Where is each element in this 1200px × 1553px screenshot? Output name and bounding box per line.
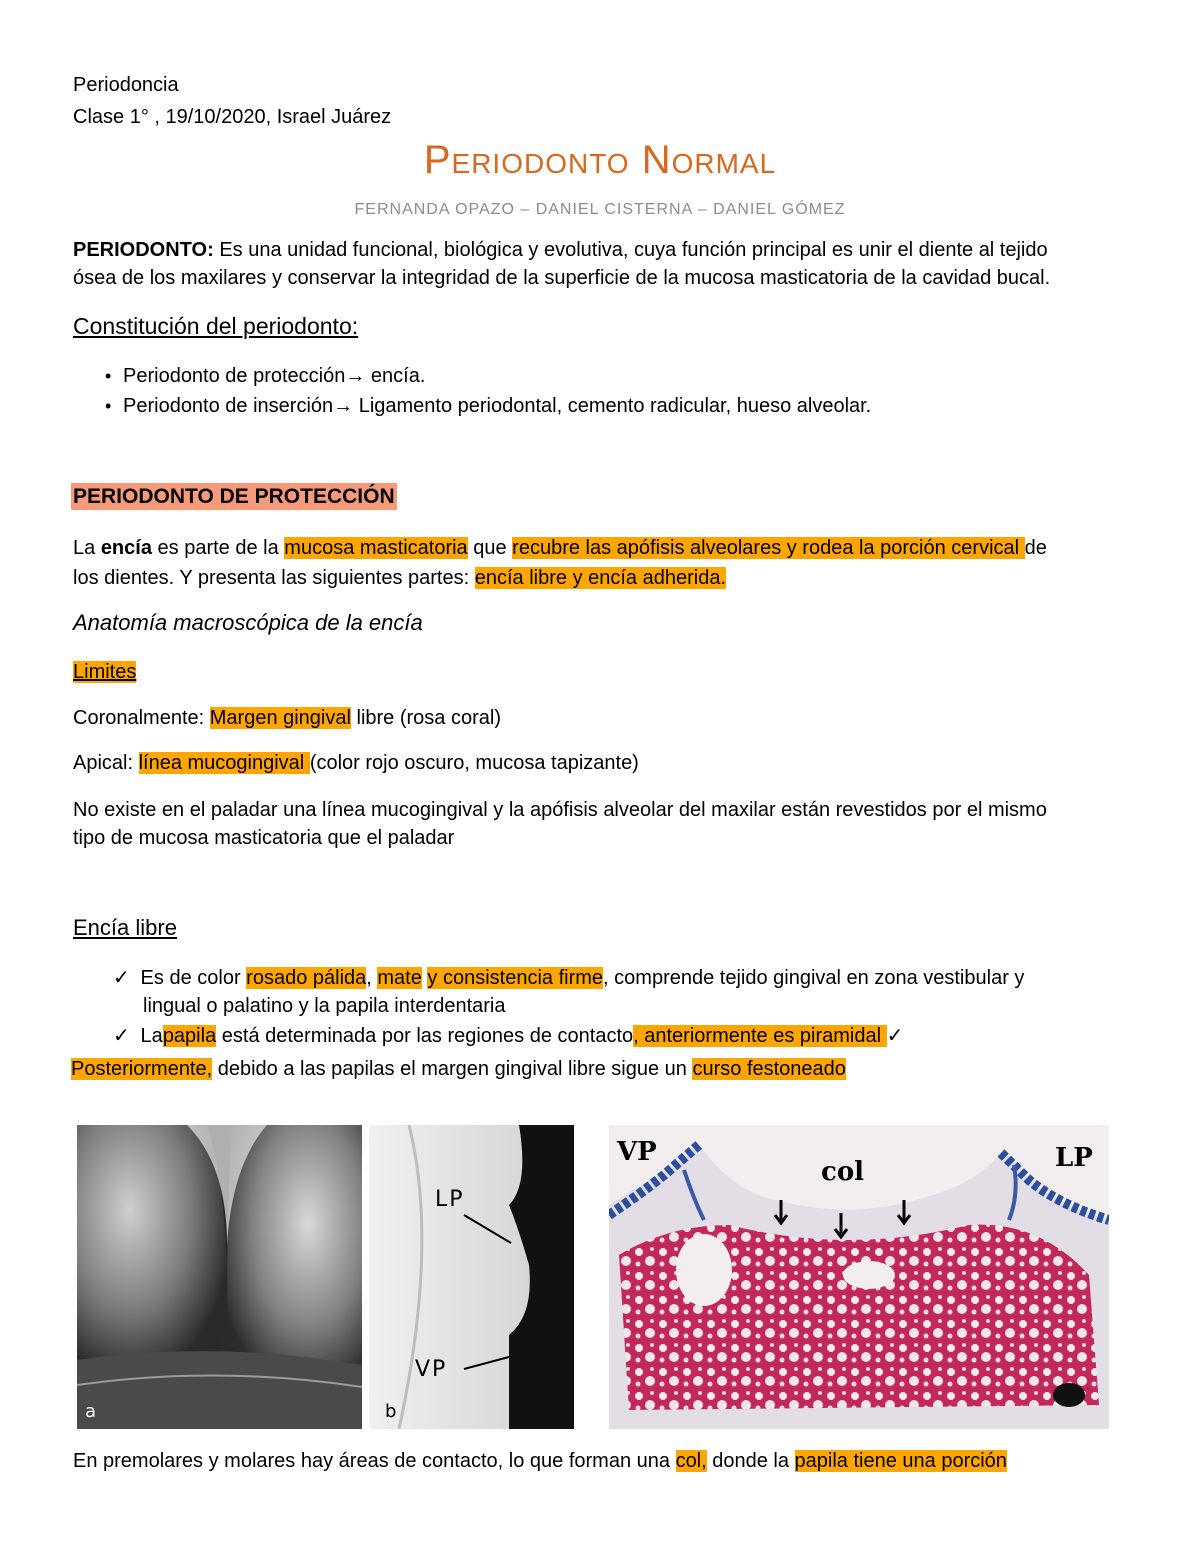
check-item-1	[113, 964, 1024, 992]
highlight-recubre: recubre las apófisis alveolares y rodea la porción cervical	[512, 537, 1025, 559]
text-span: está determinada por las regiones de contacto	[216, 1025, 634, 1047]
anatomia-heading: Anatomía macroscópica de la encía	[73, 610, 423, 635]
figure-b-vp-label: VP	[415, 1357, 448, 1382]
constitucion-heading	[73, 313, 358, 340]
proteccion-heading-text: PERIODONTO DE PROTECCIÓN	[73, 485, 395, 508]
encia-libre-heading	[73, 915, 177, 941]
text-span: Es de color	[135, 967, 247, 989]
encia-paragraph-line-2	[73, 564, 726, 592]
text-span: La	[135, 1025, 163, 1047]
definition-term: PERIODONTO:	[73, 239, 214, 261]
figure-a-image	[77, 1125, 362, 1429]
constitucion-item-2	[105, 392, 871, 420]
encia-paragraph-line-1	[73, 534, 1047, 562]
figure-a-photo	[77, 1125, 362, 1429]
check-item-2	[113, 1022, 903, 1050]
text-span: donde la	[706, 1450, 795, 1472]
constitucion-item-2-text: Periodonto de inserción→ Ligamento periodontal, cemento radicular, hueso alveolar.	[123, 395, 872, 417]
text-span: En premolares y molares hay áreas de contacto, lo que forman una	[73, 1450, 676, 1472]
text-span: de	[1024, 537, 1047, 559]
highlight-linea: línea mucogingival	[138, 752, 310, 774]
figure-a-label: a	[85, 1401, 97, 1422]
figure-c-vp-label: VP	[617, 1137, 657, 1167]
text-span: Coronalmente:	[73, 707, 210, 729]
bullet-icon: •	[105, 366, 112, 386]
text-span: que	[467, 537, 513, 559]
apical-line	[73, 749, 639, 777]
constitucion-item-1	[105, 362, 425, 390]
figure-b-image	[369, 1125, 574, 1429]
text-span: (color rojo oscuro, mucosa tapizante)	[309, 752, 639, 774]
highlight-mucosa: mucosa masticatoria	[284, 537, 468, 559]
highlight-papila: papila	[162, 1025, 217, 1047]
check-icon: ✓	[113, 967, 130, 989]
constitucion-heading-text: Constitución del periodonto:	[73, 313, 359, 339]
bullet-icon: •	[105, 396, 112, 416]
highlight-papila-porcion: papila tiene una porción	[794, 1450, 1007, 1472]
text-span: los dientes. Y presenta las siguientes partes:	[73, 567, 475, 589]
highlight-posteriormente: Posteriormente,	[71, 1058, 213, 1080]
text-span: es parte de la	[151, 537, 285, 559]
text-bold-encia: encía	[100, 537, 152, 559]
highlight-mate: mate	[377, 967, 422, 989]
posterior-line	[71, 1055, 846, 1083]
course-name: Periodoncia	[73, 74, 179, 96]
paladar-line-2: tipo de mucosa masticatoria que el paladar	[73, 827, 455, 849]
proteccion-heading	[71, 482, 397, 512]
paladar-line-1: No existe en el paladar una línea mucogingival y la apófisis alveolar del maxilar están revestidos por el mismo	[73, 799, 1047, 821]
bottom-line	[73, 1447, 1007, 1475]
highlight-piramidal: , anteriormente es piramidal	[633, 1025, 887, 1047]
text-span: ,	[366, 967, 378, 989]
authors: FERNANDA OPAZO – DANIEL CISTERNA – DANIEL GÓMEZ	[354, 201, 846, 218]
coronal-line	[73, 704, 501, 732]
definition-line-1	[73, 236, 1048, 264]
text-span: Apical:	[73, 752, 139, 774]
check-icon: ✓	[113, 1025, 130, 1047]
text-span: La	[73, 537, 101, 559]
figure-b-label: b	[385, 1401, 397, 1422]
encia-libre-heading-text: Encía libre	[73, 915, 177, 940]
definition-text-1: Es una unidad funcional, biológica y evolutiva, cuya función principal es unir el diente al tejido	[213, 239, 1048, 261]
highlight-festoneado: curso festoneado	[692, 1058, 846, 1080]
highlight-firme: y consistencia firme	[427, 967, 604, 989]
figure-c-col-label: col	[821, 1157, 865, 1187]
class-info: Clase 1° , 19/10/2020, Israel Juárez	[73, 106, 392, 128]
highlight-rosado: rosado pálida	[246, 967, 367, 989]
text-span: debido a las papilas el margen gingival libre sigue un	[212, 1058, 693, 1080]
check-item-1-line-2: lingual o palatino y la papila interdentaria	[143, 995, 506, 1017]
highlight-col: col,	[675, 1450, 707, 1472]
text-span: , comprende tejido gingival en zona vestibular y	[603, 967, 1025, 989]
page-title: Periodonto Normal	[423, 138, 777, 182]
constitucion-item-1-text: Periodonto de protección→ encía.	[123, 365, 426, 387]
text-span: libre (rosa coral)	[350, 707, 501, 729]
limites-text: Limites	[73, 661, 137, 683]
check-icon: ✓	[886, 1025, 904, 1047]
figure-b-photo	[369, 1125, 574, 1429]
figure-c-lp-label: LP	[1055, 1143, 1093, 1173]
definition-line-2: ósea de los maxilares y conservar la integridad de la superficie de la mucosa masticatoria de la cavidad bucal.	[73, 267, 1051, 289]
limites-heading	[73, 658, 136, 686]
figure-b-lp-label: LP	[435, 1187, 465, 1212]
figure-c-image	[609, 1125, 1109, 1429]
highlight-partes: encía libre y encía adherida.	[474, 567, 727, 589]
highlight-margen: Margen gingival	[209, 707, 351, 729]
